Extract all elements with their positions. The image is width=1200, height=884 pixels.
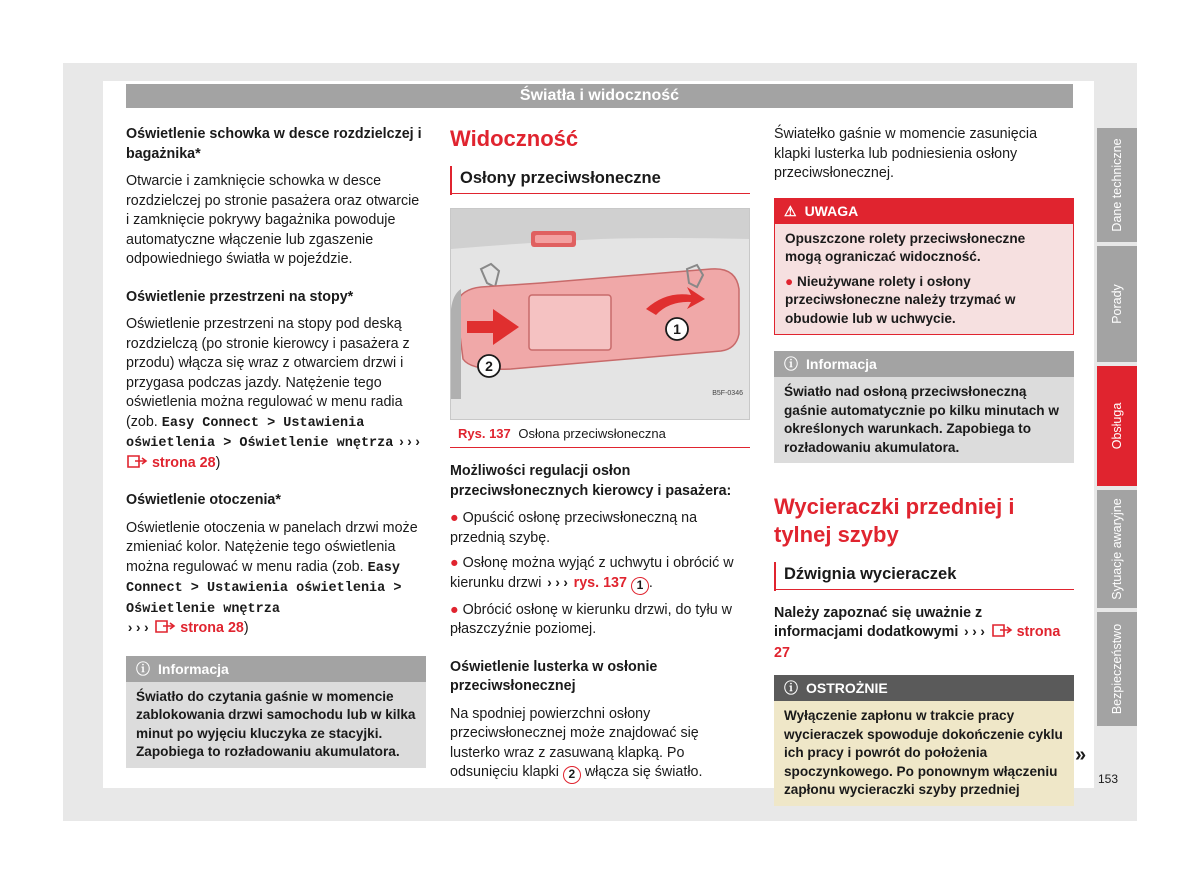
- tab-sytuacje-awaryjne[interactable]: Sytuacje awaryjne: [1097, 490, 1137, 608]
- subsection-heading: Osłony przeciwsłoneczne: [450, 169, 750, 194]
- tab-bezpieczenstwo[interactable]: Bezpieczeństwo: [1097, 612, 1137, 726]
- section-text: Światełko gaśnie w momencie zasunięcia klapki lusterka lub podniesienia osłony przeciwsłonecznej.: [774, 126, 1038, 181]
- section-title: Oświetlenie otoczenia*: [126, 492, 281, 508]
- warning-triangle-icon: ⚠: [784, 202, 797, 219]
- marker-2: 2: [563, 766, 581, 784]
- section-title: Oświetlenie lusterka w osłonie przeciwsłonecznej: [450, 658, 658, 694]
- section-title: Możliwości regulacji osłon przeciwsłonecznych kierowcy i pasażera:: [450, 463, 732, 499]
- menu-path: Easy Connect > Ustawienia oświetlenia > Oświetlenie wnętrza: [126, 560, 402, 617]
- warning-box: ⚠ UWAGA Opuszczone rolety przeciwsłoneczne mogą ograniczać widoczność. ● Nieużywane rolety i osłony przeciwsłoneczne należy trzymać w obudowie lub w uchwycie.: [774, 198, 1074, 336]
- page-number: 153: [1098, 772, 1119, 786]
- tab-dane-techniczne[interactable]: Dane techniczne: [1097, 128, 1137, 242]
- marker-1: 1: [631, 577, 649, 595]
- section-title: Oświetlenie schowka w desce rozdzielczej i bagażnika*: [126, 126, 422, 162]
- caution-icon: ⓘ: [784, 680, 798, 696]
- page-reference-link[interactable]: strona 28: [180, 620, 244, 636]
- book-reference-icon: [991, 623, 1013, 638]
- column-middle: [450, 125, 750, 796]
- column-left: [126, 125, 426, 768]
- section-text: Otwarcie i zamknięcie schowka w desce rozdzielczej po stronie pasażera oraz otwarcie i zamknięcie pokrywy bagażnika powoduje automatyczne włączenie lub zgaszenie odpowiedniego światła w pojeździe.: [126, 173, 420, 267]
- figure-code: B5F-0346: [712, 389, 743, 397]
- list-item: ● Osłonę można wyjąć z uchwytu i obrócić w kierunku drzwi ››› rys. 137 1 .: [450, 554, 750, 595]
- continue-marker: »: [1075, 744, 1087, 766]
- section-heading: Widoczność: [450, 126, 579, 151]
- tab-obsluga[interactable]: Obsługa: [1097, 366, 1137, 486]
- section-heading: Wycieraczki przedniej i tylnej szyby: [774, 494, 1015, 547]
- section-text: Oświetlenie otoczenia w panelach drzwi może zmieniać kolor. Natężenie tego oświetlenia można regulować w menu radia (zob. Easy Connect > Ustawienia oświetlenia > Oświetlenie wnętrza ››› strona 28): [126, 519, 418, 637]
- info-box: ⓘ Informacja Światło do czytania gaśnie w momencie zablokowania drzwi samochodu lub w kilka minut po wyjęciu kluczyka ze stacyjki. Zapobiega to rozładowaniu akumulatora.: [126, 656, 426, 768]
- chapter-header: Światła i widoczność: [126, 84, 1073, 108]
- info-box: ⓘ Informacja Światło nad osłoną przeciwsłoneczną gaśnie automatycznie po kilku minutach w określonych warunkach. Zapobiega to rozładowaniu akumulatora.: [774, 351, 1074, 463]
- column-right: [774, 125, 1074, 806]
- figure-reference-link[interactable]: rys. 137: [573, 574, 627, 591]
- section-note: Należy zapoznać się uważnie z informacjami dodatkowymi ››› strona 27: [774, 604, 1061, 661]
- list-item: ● Opuścić osłonę przeciwsłoneczną na przednią szybę.: [450, 510, 698, 546]
- section-text: Na spodniej powierzchni osłony przeciwsłonecznej może znajdować się lusterko wraz z zasuwaną klapką. Po odsunięciu klapki 2 włącza się światło.: [450, 705, 750, 785]
- sun-visor-figure: [450, 208, 750, 420]
- info-icon: ⓘ: [136, 660, 150, 677]
- page-reference-link[interactable]: strona 28: [151, 454, 216, 471]
- list-item: ● Obrócić osłonę w kierunku drzwi, do tyłu w płaszczyźnie poziomej.: [450, 601, 732, 637]
- tab-porady[interactable]: Porady: [1097, 246, 1137, 362]
- book-reference-icon: [126, 454, 148, 469]
- figure-marker-2: 2: [485, 357, 493, 374]
- section-title: Oświetlenie przestrzeni na stopy*: [126, 288, 354, 305]
- menu-path: Easy Connect > Ustawienia oświetlenia > Oświetlenie wnętrza: [126, 415, 394, 451]
- info-icon: ⓘ: [784, 356, 798, 372]
- figure-marker-1: 1: [673, 320, 681, 337]
- sun-visor-illustration: [451, 209, 749, 419]
- section-text: Oświetlenie przestrzeni na stopy pod deską rozdzielczą (po stronie kierowcy i pasażera z przodu) włącza się wraz z otwarciem drzwi i przygasa podczas jazdy. Natężenie tego oświetlenia można regulować w menu radia (zob. Easy Connect > Ustawienia oświetlenia > Oświetlenie wnętrza ››› strona 28): [126, 316, 422, 471]
- caution-box: ⓘ OSTROŻNIE Wyłączenie zapłonu w trakcie pracy wycieraczek spowoduje dokończenie cyklu ich pracy i powrót do położenia spoczynkowego. Po ponownym włączeniu zapłonu wycieraczki szyby przedniej: [774, 675, 1074, 806]
- page-reference-link[interactable]: strona 27: [774, 624, 1061, 661]
- figure-caption: Rys. 137 Osłona przeciwsłoneczna: [450, 420, 750, 449]
- book-reference-icon: [154, 619, 176, 634]
- subsection-heading: Dźwignia wycieraczek: [774, 565, 1074, 590]
